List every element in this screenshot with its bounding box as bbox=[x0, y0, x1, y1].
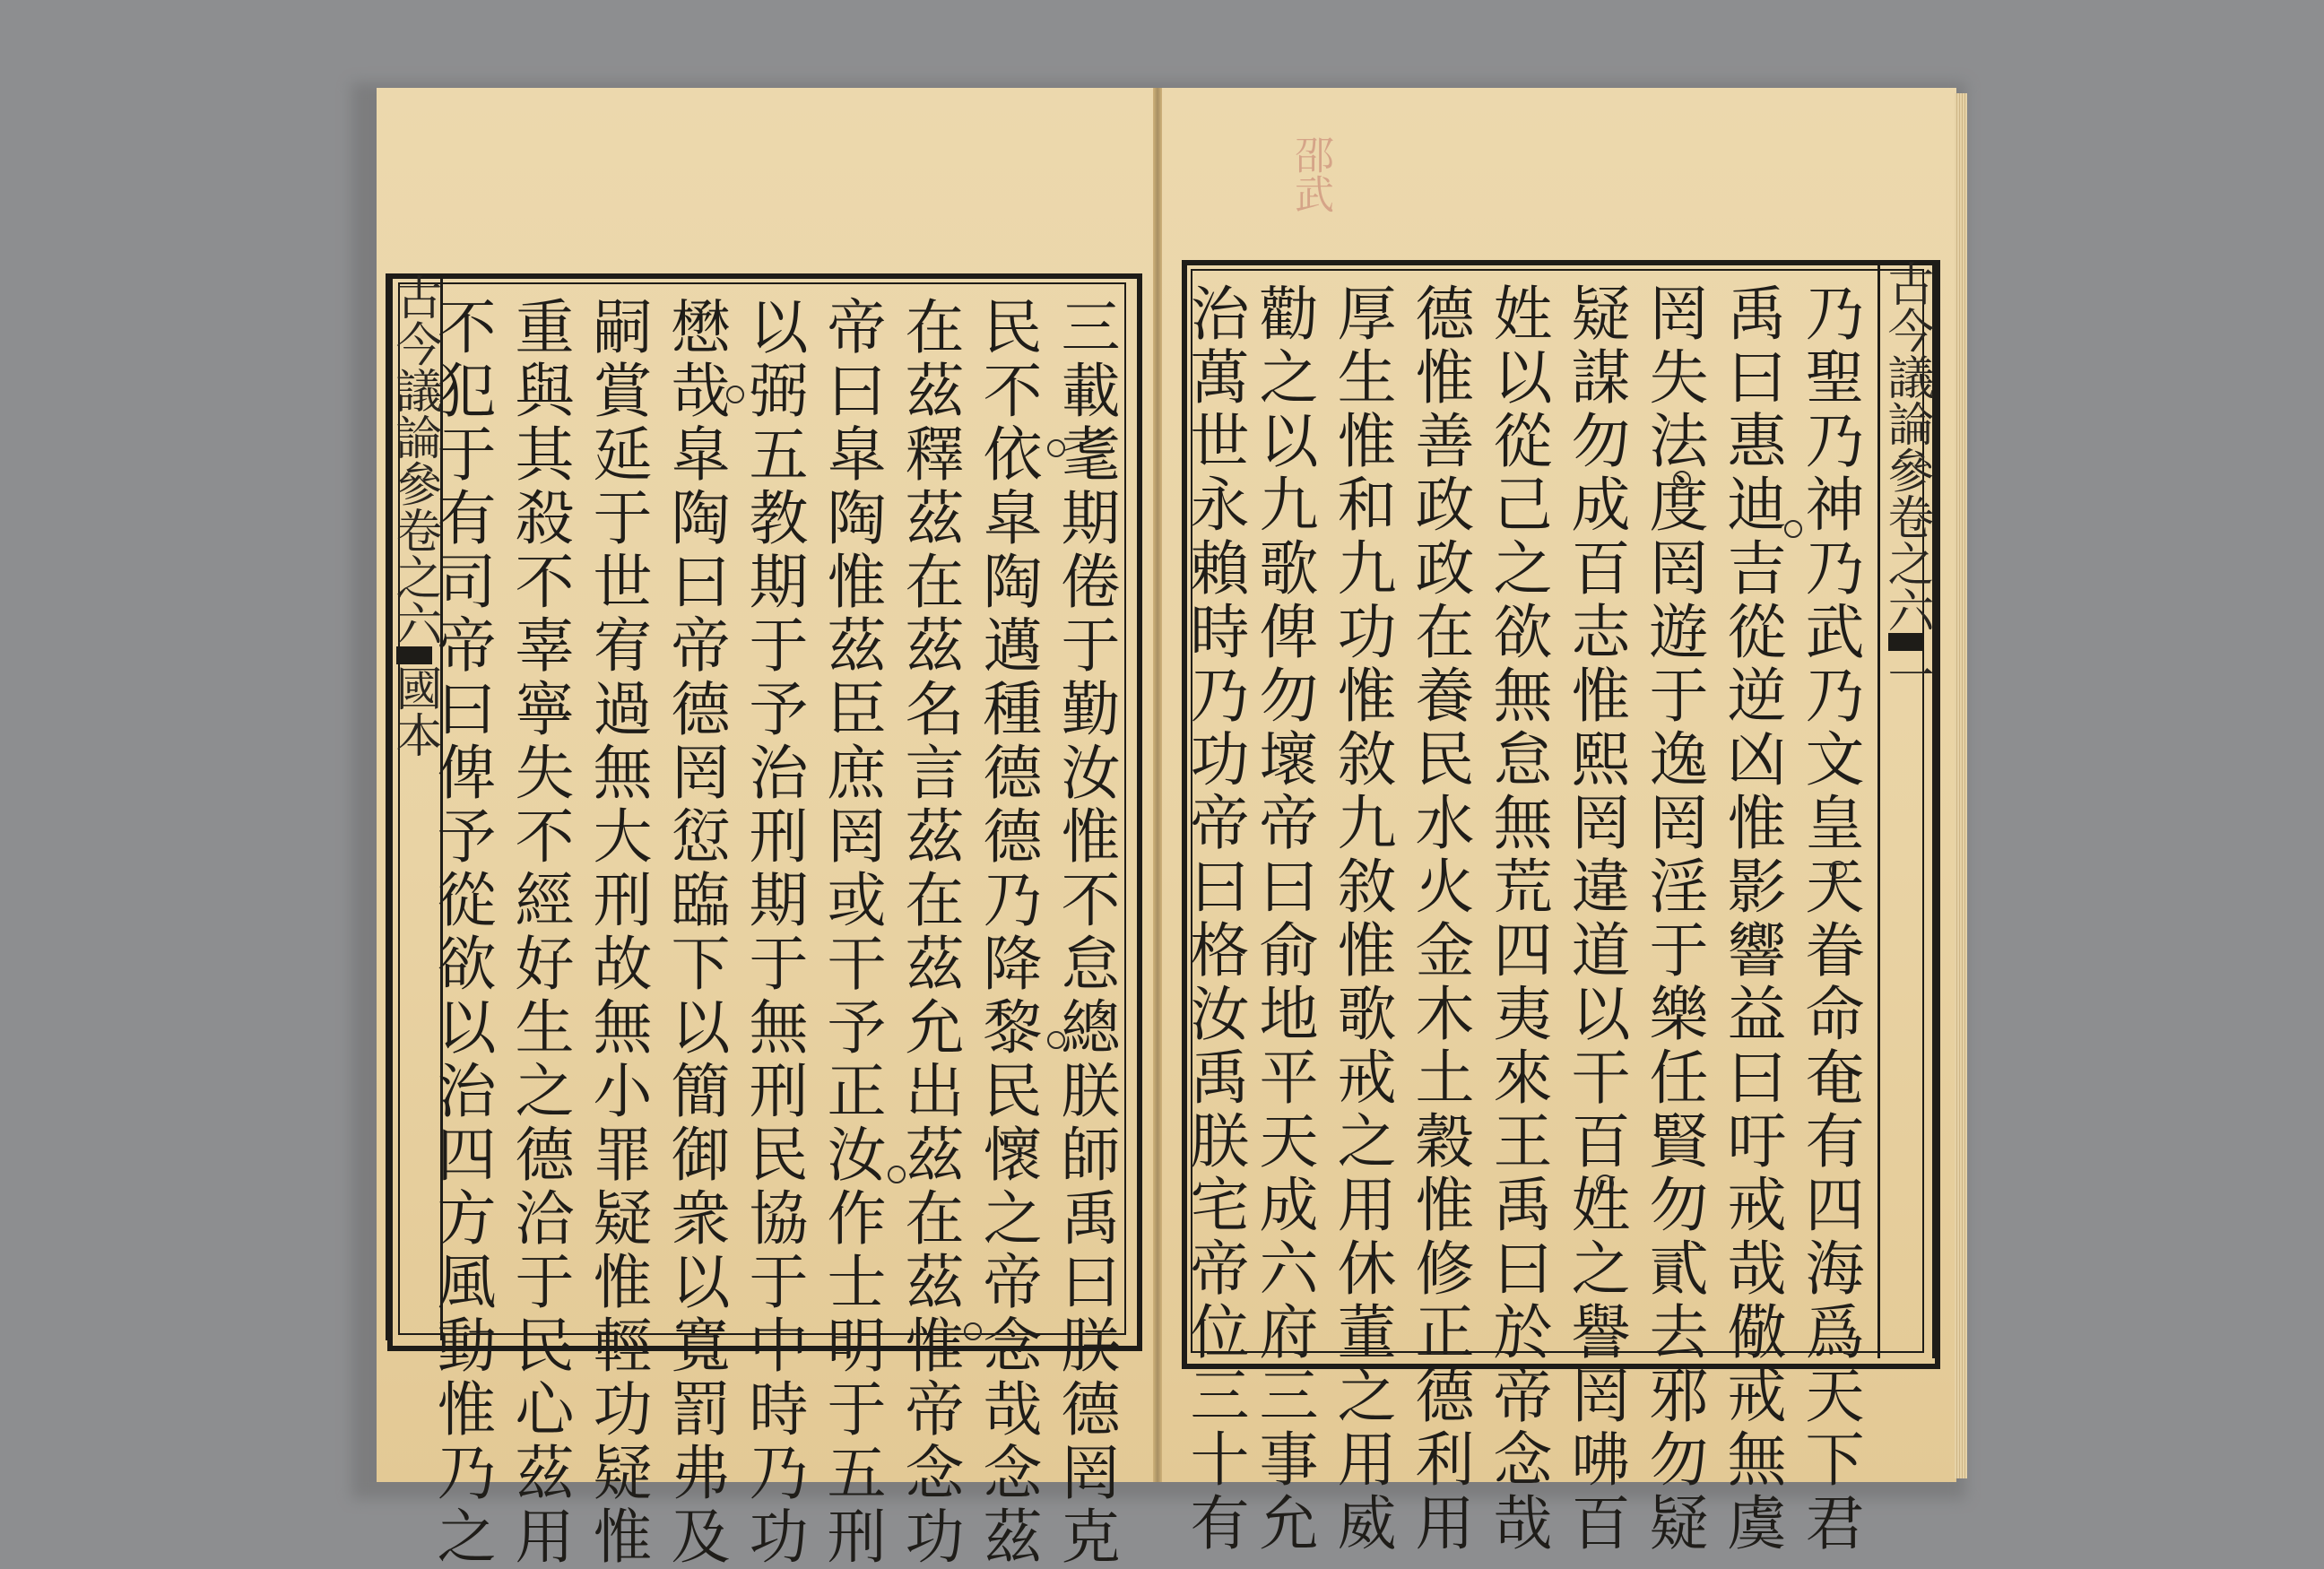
right-text-column-2: 禹曰惠迪吉從逆凶惟影響益曰吁戒哉儆戒無虞 bbox=[1717, 282, 1786, 1556]
right-text-column-1: 乃聖乃神乃武乃文皇天眷命奄有四海爲天下君 bbox=[1795, 282, 1864, 1556]
left-text-column-7: 嗣賞延于世宥過無大刑故無小罪疑惟輕功疑惟 bbox=[583, 296, 652, 1569]
left-text-column-8: 重與其殺不辜寧失不經好生之德洽于民心茲用 bbox=[505, 296, 574, 1569]
punctuation-circle bbox=[726, 386, 744, 403]
right-text-column-9: 治萬世永賴時乃功帝曰格汝禹朕宅帝位三十有 bbox=[1180, 282, 1249, 1556]
punctuation-circle bbox=[888, 1166, 906, 1183]
left-text-column-6: 懋哉皐陶曰帝德罔愆臨下以簡御衆以寬罰弗及 bbox=[661, 296, 730, 1569]
left-text-column-1: 三載耄期倦于勤汝惟不怠總朕師禹曰朕德罔克 bbox=[1051, 296, 1120, 1569]
left-text-column-2: 民不依皐陶邁種德德乃降黎民懷之帝念哉念茲 bbox=[973, 296, 1042, 1569]
right-text-column-3: 罔失法度罔遊于逸罔淫于樂任賢勿貳去邪勿疑 bbox=[1639, 282, 1708, 1556]
punctuation-circle bbox=[1673, 471, 1691, 489]
seal-stamp: 邵武 bbox=[1288, 134, 1333, 213]
left-text-column-5: 以弼五教期于予治刑期于無刑民協于中時乃功 bbox=[739, 296, 808, 1569]
right-gutter-title-text: 古今議論參卷之六 bbox=[1879, 260, 1933, 633]
right-gutter-page-number: 一 bbox=[1879, 651, 1933, 698]
punctuation-circle bbox=[1047, 439, 1065, 457]
right-text-column-7: 厚生惟和九功惟敘九敘惟歌戒之用休董之用威 bbox=[1327, 282, 1396, 1556]
left-gutter-title-text: 古今議論參卷之六 bbox=[387, 273, 441, 646]
punctuation-circle bbox=[1596, 1175, 1614, 1192]
right-text-column-5: 姓以從己之欲無怠無荒四夷來王禹曰於帝念哉 bbox=[1483, 282, 1552, 1556]
book-spine bbox=[1153, 88, 1162, 1482]
punctuation-circle bbox=[1363, 686, 1381, 704]
left-text-column-3: 在茲釋茲在茲名言茲在茲允出茲在茲惟帝念功 bbox=[895, 296, 964, 1569]
right-text-column-4: 疑謀勿成百志惟熙罔違道以干百姓之譽罔咈百 bbox=[1561, 282, 1630, 1556]
page-edge bbox=[1955, 93, 1967, 1478]
punctuation-circle bbox=[1047, 1031, 1065, 1049]
punctuation-circle bbox=[1829, 861, 1847, 879]
left-text-column-4: 帝曰皐陶惟茲臣庶罔或干予正汝作士明于五刑 bbox=[817, 296, 886, 1569]
right-text-column-8: 勸之以九歌俾勿壞帝曰俞地平天成六府三事允 bbox=[1249, 282, 1318, 1556]
fish-tail-mark bbox=[1888, 633, 1924, 651]
left-gutter-note: 國本 bbox=[387, 664, 441, 758]
right-gutter-title bbox=[1877, 260, 1935, 1358]
left-text-column-9: 不犯于有司帝曰俾予從欲以治四方風動惟乃之 bbox=[427, 296, 496, 1569]
right-text-column-6: 德惟善政政在養民水火金木土穀惟修正德利用 bbox=[1405, 282, 1474, 1556]
punctuation-circle bbox=[964, 1322, 982, 1340]
punctuation-circle bbox=[1784, 520, 1802, 538]
